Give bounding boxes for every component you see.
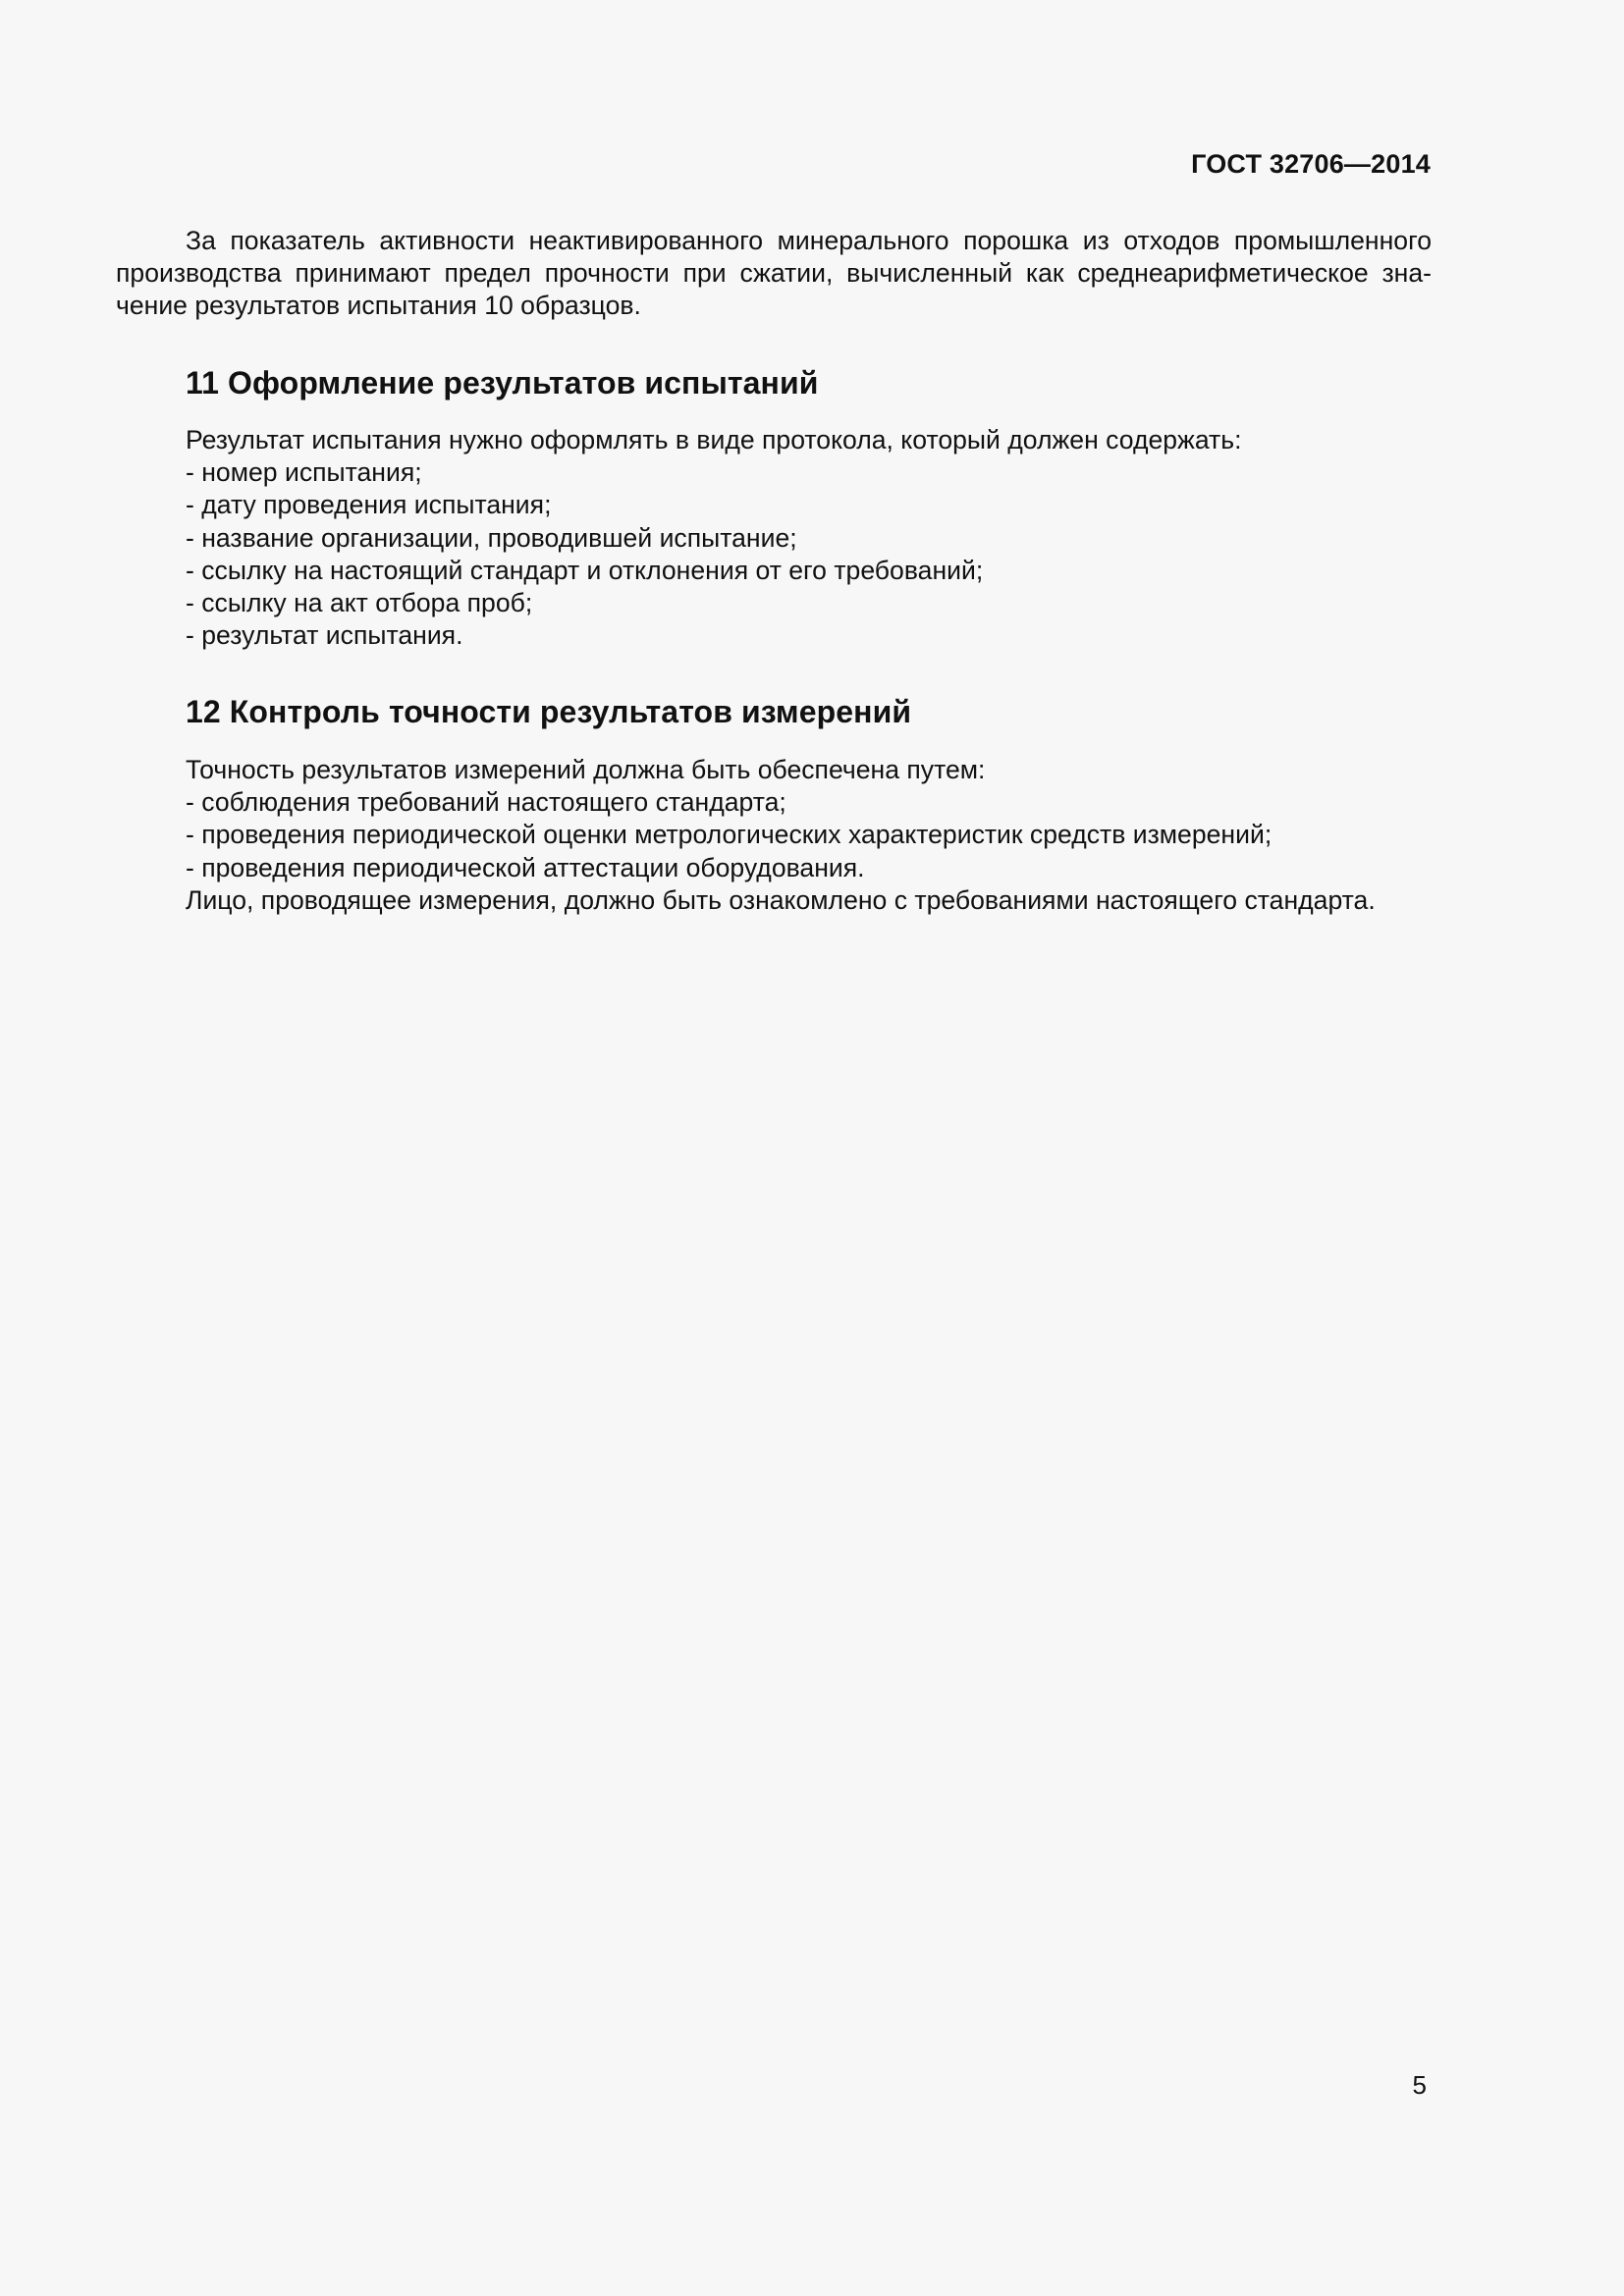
section-11-title: 11 Оформление результатов испытаний xyxy=(186,365,819,400)
section-11-list-item: - ссылку на акт отбора проб; xyxy=(186,588,533,618)
section-11-list-item: - результат испытания. xyxy=(186,620,463,651)
section-12-body xyxy=(186,754,1462,917)
section-12-list-item: - проведения периодической оценки метрологических характеристик средств измерений; xyxy=(186,820,1272,850)
section-11-list-item: - название организации, проводившей испытание; xyxy=(186,522,797,553)
section-11-list-item: - номер испытания; xyxy=(186,457,422,488)
section-12-closing-line: Лицо, проводящее измерения, должно быть ознакомлено с требованиями настоящего стандарта. xyxy=(186,884,1376,915)
intro-paragraph xyxy=(116,225,1432,322)
intro-line: За показатель активности неактивированного минерального порошка из отходов промышленного xyxy=(186,226,1432,255)
intro-line: производства принимают предел прочности при сжатии, вычисленный как среднеарифметическое зна- xyxy=(116,258,1432,288)
page-number: 5 xyxy=(1412,2070,1427,2100)
document-code-header: ГОСТ 32706—2014 xyxy=(1191,149,1431,179)
section-11-body xyxy=(186,424,1462,652)
section-12-title: 12 Контроль точности результатов измерений xyxy=(186,694,912,729)
section-11-lead-line: Результат испытания нужно оформлять в виде протокола, который должен содержать: xyxy=(186,425,1242,454)
intro-line: чение результатов испытания 10 образцов. xyxy=(116,291,641,320)
section-12-list-item: - соблюдения требований настоящего стандарта; xyxy=(186,787,786,818)
section-12-lead-line: Точность результатов измерений должна быть обеспечена путем: xyxy=(186,755,986,784)
section-11-list-item: - ссылку на настоящий стандарт и отклонения от его требований; xyxy=(186,555,984,585)
section-12-list-item: - проведения периодической аттестации оборудования. xyxy=(186,852,865,882)
section-11-list-item: - дату проведения испытания; xyxy=(186,490,552,520)
